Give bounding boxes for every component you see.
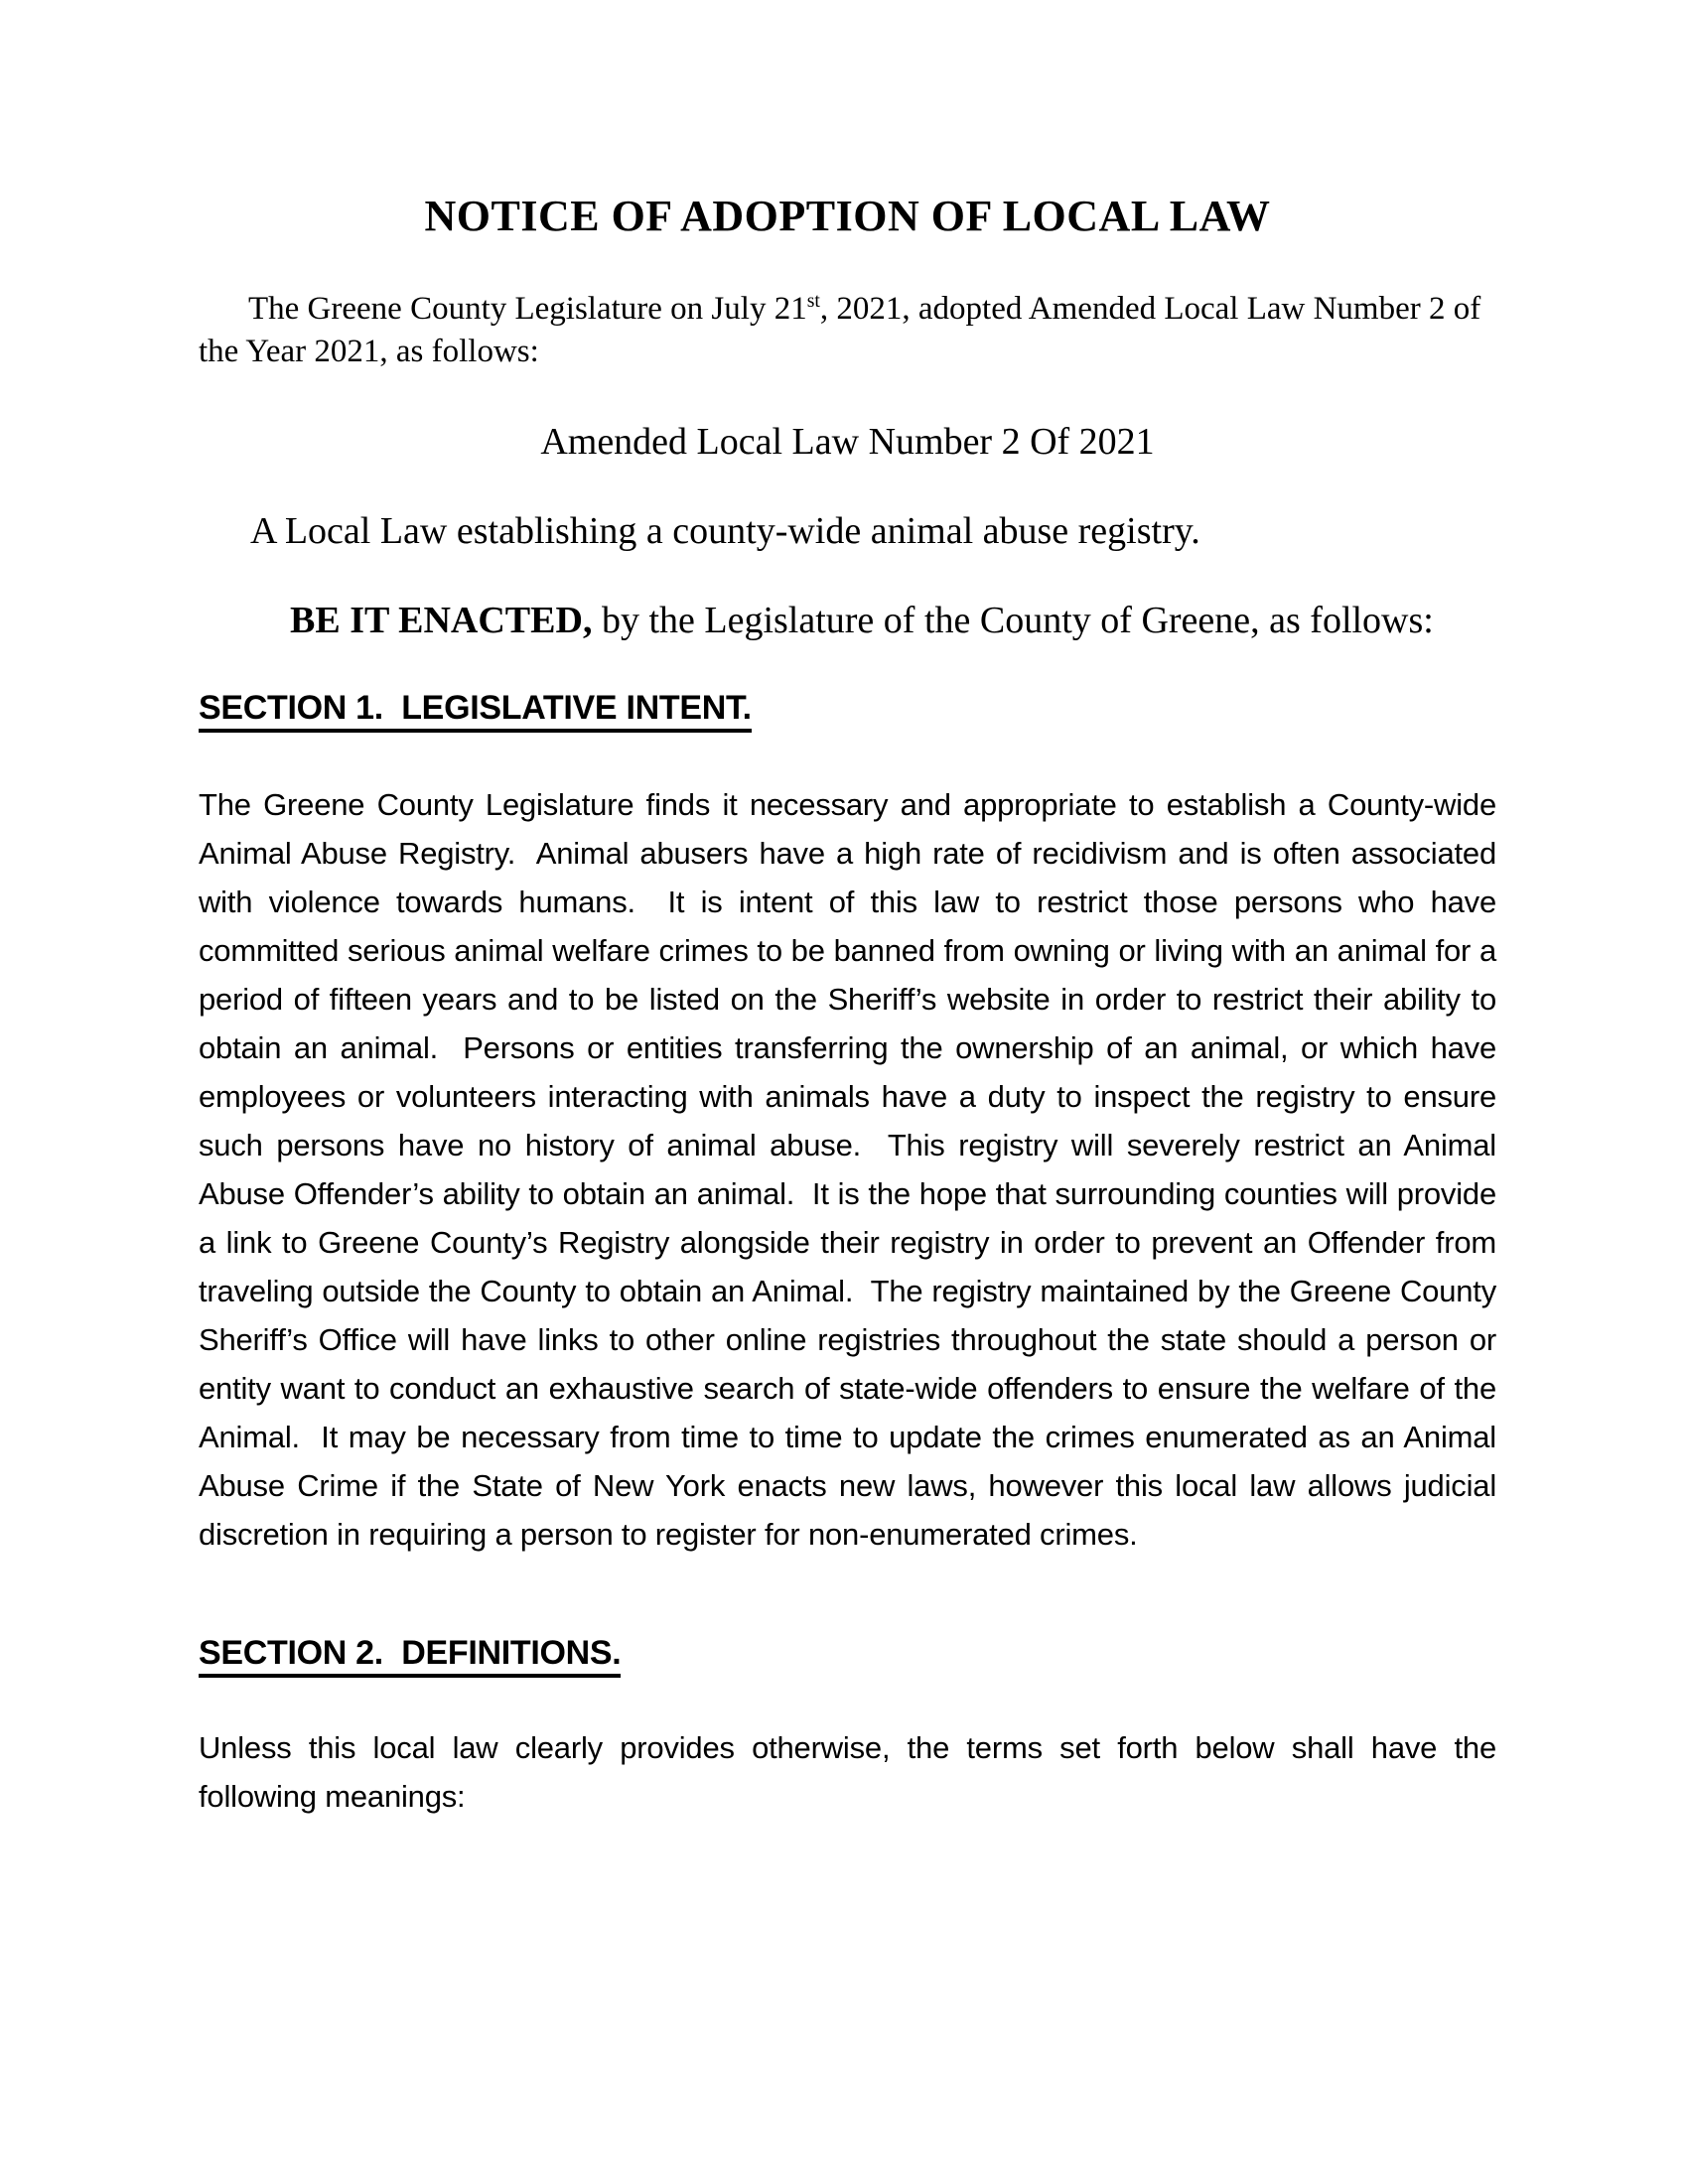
enacting-clause-bold: BE IT ENACTED, [290, 600, 593, 641]
section-2-heading [199, 1630, 1496, 1676]
ordinal-superscript: st [806, 290, 820, 312]
section-1-body-paragraph: The Greene County Legislature finds it necessary and appropriate to establish a County-wide Animal Abuse Registry. Animal abusers have a high rate of recidivism and is often associated with violence towards humans. It is intent of this law to restrict those persons who have committed serious animal welfare crimes to be banned from owning or living with an animal for a period of fifteen years and to be listed on the Sheriff’s website in order to restrict their ability to obtain an animal. Persons or entities transferring the ownership of an animal, or which have employees or volunteers interacting with animals have a duty to inspect the registry to ensure such persons have no history of animal abuse. This registry will severely restrict an Animal Abuse Offender’s ability to obtain an animal. It is the hope that surrounding counties will provide a link to Greene County’s Registry alongside their registry in order to prevent an Offender from traveling outside the County to obtain an Animal. The registry maintained by the Greene County Sheriff’s Office will have links to other online registries throughout the state should a person or entity want to conduct an exhaustive search of state-wide offenders to ensure the welfare of the Animal. It may be necessary from time to time to update the crimes enumerated as an Animal Abuse Crime if the State of New York enacts new laws, however this local law allows judicial discretion in requiring a person to register for non-enumerated crimes. [199, 787, 1505, 1552]
section-1-heading [199, 685, 1496, 731]
intro-paragraph [199, 288, 1496, 373]
section-1-heading-text: SECTION 1. LEGISLATIVE INTENT. [199, 689, 752, 733]
enacting-clause-rest: by the Legislature of the County of Greene, as follows: [592, 600, 1434, 641]
section-2-heading-text: SECTION 2. DEFINITIONS. [199, 1634, 621, 1678]
intro-text-before-superscript: The Greene County Legislature on July 21 [248, 291, 807, 327]
law-summary-line: A Local Law establishing a county-wide animal abuse registry. [250, 510, 1200, 552]
intro-text-after-superscript: , 2021, adopted Amended Local Law Number 2 of the Year 2021, as follows: [199, 291, 1489, 369]
enacting-clause [199, 596, 1496, 645]
law-title-line: Amended Local Law Number 2 Of 2021 [540, 421, 1155, 463]
section-2-body-paragraph: Unless this local law clearly provides otherwise, the terms set forth below shall have the following meanings: [199, 1730, 1505, 1814]
document-title: NOTICE OF ADOPTION OF LOCAL LAW [424, 192, 1271, 240]
